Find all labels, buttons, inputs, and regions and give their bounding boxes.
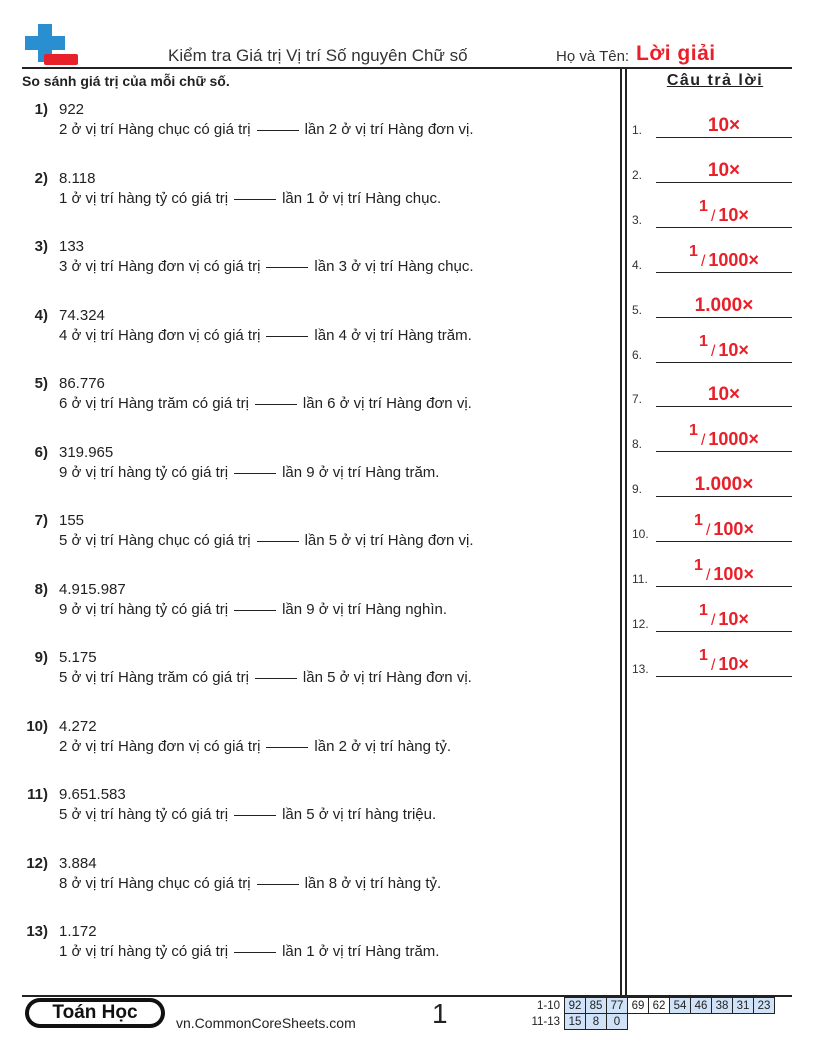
fraction-slash: / — [710, 611, 716, 629]
question-number: 6) — [34, 443, 48, 461]
answer-value: 10× — [707, 159, 741, 181]
answer-line — [656, 317, 792, 318]
answer-value-box — [656, 296, 792, 315]
answer-value-box — [656, 646, 792, 674]
brand-badge — [25, 998, 165, 1028]
answer-value-box — [656, 557, 792, 584]
question-text — [59, 190, 441, 207]
question-number: 9) — [34, 649, 48, 666]
question-text-after: lần 5 ở vị trí Hàng đơn vị. — [302, 669, 472, 686]
answer-value-box — [656, 242, 792, 270]
question-value: 9.651.583 — [59, 786, 126, 803]
question-text-after: lần 5 ở vị trí Hàng đơn vị. — [304, 532, 474, 549]
answer-value-box — [656, 161, 792, 180]
question-item — [22, 718, 612, 768]
question-text — [59, 532, 474, 549]
answer-item — [632, 412, 792, 452]
answer-line — [656, 406, 792, 407]
question-text — [59, 258, 474, 275]
answer-numerator: 1 — [689, 242, 698, 260]
question-text-before: 8 ở vị trí Hàng chục có giá trị — [59, 874, 251, 892]
answer-blank — [234, 610, 276, 611]
question-value: 922 — [59, 101, 85, 118]
answer-blank — [266, 747, 308, 748]
answer-item — [632, 367, 792, 407]
answer-blank — [234, 199, 276, 200]
score-cell: 0 — [607, 1014, 628, 1030]
question-text — [59, 806, 436, 823]
answer-numerator: 1 — [689, 422, 698, 440]
question-text — [59, 395, 472, 412]
question-text-after: lần 9 ở vị trí Hàng trăm. — [282, 463, 440, 481]
answer-denominator: 100× — [713, 519, 754, 540]
answer-item — [632, 98, 792, 138]
answer-numerator: 1 — [699, 601, 708, 619]
answer-number: 1. — [632, 123, 643, 137]
instructions: So sánh giá trị của mỗi chữ số. — [22, 73, 230, 89]
answer-number: 4. — [632, 257, 643, 272]
answer-denominator: 10× — [718, 204, 749, 225]
score-cell: 8 — [586, 1014, 607, 1030]
answer-value-box — [656, 475, 792, 494]
question-text — [59, 601, 447, 618]
answer-line — [656, 451, 792, 452]
score-table — [528, 997, 775, 1030]
question-text-after: lần 2 ở vị trí hàng tỷ. — [314, 737, 451, 755]
score-cell: 15 — [565, 1014, 586, 1030]
answer-item — [632, 323, 792, 363]
answer-item — [632, 233, 792, 273]
answer-denominator: 1000× — [708, 249, 759, 270]
answer-blank — [255, 678, 297, 679]
answer-blank — [266, 336, 308, 337]
plus-minus-logo-icon — [22, 24, 80, 68]
question-item — [22, 855, 612, 905]
column-divider — [620, 68, 622, 996]
answer-item — [632, 457, 792, 497]
answer-item — [632, 278, 792, 318]
score-cell: 23 — [754, 998, 775, 1014]
answer-value-box — [656, 197, 792, 225]
answer-line — [656, 362, 792, 363]
question-item — [22, 649, 612, 699]
answer-line — [656, 496, 792, 497]
question-item — [22, 786, 612, 836]
answer-number: 12. — [632, 616, 649, 631]
fraction-slash: / — [705, 522, 711, 540]
answer-blank — [257, 884, 299, 885]
question-number: 12) — [26, 854, 48, 872]
question-text-after: lần 5 ở vị trí hàng triệu. — [282, 806, 437, 823]
question-item — [22, 581, 612, 631]
answer-item — [632, 188, 792, 228]
question-text-after: lần 9 ở vị trí Hàng nghìn. — [282, 600, 448, 618]
column-divider — [625, 68, 627, 996]
answer-blank — [234, 815, 276, 816]
question-text-before: 1 ở vị trí hàng tỷ có giá trị — [59, 189, 229, 207]
question-value: 319.965 — [59, 443, 114, 461]
answers-header: Câu trả lời — [666, 72, 764, 89]
score-cell: 85 — [586, 998, 607, 1014]
answer-numerator: 1 — [694, 512, 703, 530]
answer-item — [632, 547, 792, 587]
question-text-before: 3 ở vị trí Hàng đơn vị có giá trị — [59, 258, 261, 275]
question-number: 11) — [27, 786, 48, 803]
answer-numerator: 1 — [699, 646, 708, 664]
answer-value: 1.000× — [694, 294, 754, 316]
question-text-before: 9 ở vị trí hàng tỷ có giá trị — [59, 600, 229, 618]
answer-item — [632, 502, 792, 542]
score-range-label: 1-10 — [536, 999, 560, 1012]
question-value: 3.884 — [59, 854, 97, 872]
fraction-slash: / — [710, 656, 716, 674]
answer-item — [632, 637, 792, 677]
question-number: 7) — [34, 512, 48, 529]
score-cell: 92 — [565, 998, 586, 1014]
score-cell: 31 — [733, 998, 754, 1014]
question-number: 3) — [34, 238, 48, 255]
brand-label: Toán Học — [29, 1002, 161, 1024]
answer-blank — [257, 541, 299, 542]
answer-number: 10. — [632, 527, 649, 542]
name-label: Họ và Tên: — [556, 48, 630, 65]
answer-line — [656, 631, 792, 632]
question-value: 4.915.987 — [59, 580, 126, 598]
answer-number: 9. — [632, 482, 643, 497]
question-number: 1) — [34, 101, 48, 118]
answer-numerator: 1 — [694, 557, 703, 574]
worksheet-title: Kiểm tra Giá trị Vị trí Số nguyên Chữ số — [168, 46, 468, 65]
answer-number: 6. — [632, 347, 643, 362]
score-cell: 69 — [628, 998, 649, 1014]
answer-blank — [257, 130, 299, 131]
score-cell: 38 — [712, 998, 733, 1014]
question-text-before: 5 ở vị trí Hàng chục có giá trị — [59, 532, 251, 549]
answer-line — [656, 272, 792, 273]
answer-numerator: 1 — [699, 332, 708, 350]
question-number: 8) — [34, 580, 48, 598]
question-item — [22, 307, 612, 357]
score-row — [528, 998, 775, 1014]
name-value: Lời giải — [636, 42, 716, 65]
answer-value: 1.000× — [694, 474, 754, 496]
question-text — [59, 943, 439, 960]
question-text-before: 6 ở vị trí Hàng trăm có giá trị — [59, 395, 249, 412]
answer-blank — [266, 267, 308, 268]
answer-number: 11. — [632, 572, 648, 586]
answer-value-box — [656, 332, 792, 360]
answer-line — [656, 676, 792, 677]
answer-value-box — [656, 116, 792, 135]
site-url: vn.CommonCoreSheets.com — [176, 1015, 356, 1031]
question-text-before: 4 ở vị trí Hàng đơn vị có giá trị — [59, 326, 261, 344]
header-rule — [22, 67, 792, 69]
question-text-after: lần 3 ở vị trí Hàng chục. — [314, 258, 474, 275]
answer-denominator: 10× — [718, 653, 749, 674]
question-number: 5) — [34, 375, 48, 392]
score-cell: 62 — [649, 998, 670, 1014]
question-text — [59, 669, 472, 686]
question-number: 10) — [26, 717, 48, 735]
answer-value-box — [656, 385, 792, 404]
answer-number: 7. — [632, 392, 643, 407]
answer-line — [656, 586, 792, 587]
answer-item — [632, 143, 792, 183]
fraction-slash: / — [710, 207, 716, 225]
score-cell: 77 — [607, 998, 628, 1014]
question-text-after: lần 8 ở vị trí hàng tỷ. — [304, 874, 442, 892]
question-number: 2) — [34, 169, 48, 187]
question-value: 5.175 — [59, 649, 97, 666]
question-text-before: 1 ở vị trí hàng tỷ có giá trị — [59, 943, 229, 960]
fraction-slash: / — [710, 342, 716, 360]
question-item — [22, 101, 612, 151]
question-item — [22, 238, 612, 288]
question-item — [22, 170, 612, 220]
question-text-after: lần 4 ở vị trí Hàng trăm. — [314, 326, 472, 344]
question-value: 8.118 — [59, 169, 96, 187]
question-text-after: lần 1 ở vị trí Hàng trăm. — [282, 943, 440, 960]
question-value: 4.272 — [59, 717, 97, 735]
answer-denominator: 100× — [713, 564, 754, 584]
answer-value-box — [656, 601, 792, 629]
answer-blank — [234, 952, 276, 953]
question-number: 4) — [34, 306, 48, 324]
page-number: 1 — [432, 998, 448, 1029]
answer-value-box — [656, 422, 792, 450]
answer-number: 3. — [632, 212, 643, 227]
answer-line — [656, 227, 792, 228]
answer-number: 2. — [632, 167, 643, 182]
answer-denominator: 10× — [718, 339, 749, 360]
answer-line — [656, 137, 792, 138]
answer-numerator: 1 — [699, 197, 708, 215]
question-item — [22, 375, 612, 425]
answer-blank — [234, 473, 276, 474]
question-value: 155 — [59, 512, 85, 529]
question-text-after: lần 2 ở vị trí Hàng đơn vị. — [304, 121, 474, 138]
answer-value-box — [656, 512, 792, 540]
answer-denominator: 1000× — [708, 429, 759, 450]
question-text — [59, 327, 472, 344]
question-item — [22, 444, 612, 494]
question-item — [22, 512, 612, 562]
question-text-before: 9 ở vị trí hàng tỷ có giá trị — [59, 463, 229, 481]
question-text — [59, 875, 441, 892]
answer-line — [656, 182, 792, 183]
question-text-before: 2 ở vị trí Hàng đơn vị có giá trị — [59, 737, 261, 755]
answer-number: 13. — [632, 661, 649, 676]
question-text — [59, 464, 439, 481]
question-value: 86.776 — [59, 375, 105, 392]
question-text-after: lần 1 ở vị trí Hàng chục. — [282, 189, 442, 207]
answer-value: 10× — [707, 384, 741, 406]
score-range-label: 11-13 — [531, 1015, 560, 1028]
question-text — [59, 121, 474, 138]
question-text-before: 2 ở vị trí Hàng chục có giá trị — [59, 121, 251, 138]
answer-number: 8. — [632, 437, 643, 452]
question-value: 1.172 — [59, 923, 97, 940]
question-text-after: lần 6 ở vị trí Hàng đơn vị. — [302, 395, 472, 412]
question-text-before: 5 ở vị trí Hàng trăm có giá trị — [59, 669, 249, 686]
question-number: 13) — [26, 923, 48, 940]
fraction-slash: / — [700, 432, 706, 450]
question-value: 74.324 — [59, 306, 105, 324]
question-item — [22, 923, 612, 973]
score-row — [528, 1014, 775, 1030]
question-text — [59, 738, 451, 755]
answer-denominator: 10× — [718, 608, 749, 629]
score-cell: 54 — [670, 998, 691, 1014]
question-text-before: 5 ở vị trí hàng tỷ có giá trị — [59, 806, 229, 823]
fraction-slash: / — [705, 567, 711, 584]
answer-value: 10× — [707, 115, 741, 136]
answer-item — [632, 592, 792, 632]
fraction-slash: / — [700, 252, 706, 270]
question-value: 133 — [59, 238, 85, 255]
score-cell: 46 — [691, 998, 712, 1014]
answer-blank — [255, 404, 297, 405]
answer-number: 5. — [632, 302, 643, 317]
answer-line — [656, 541, 792, 542]
